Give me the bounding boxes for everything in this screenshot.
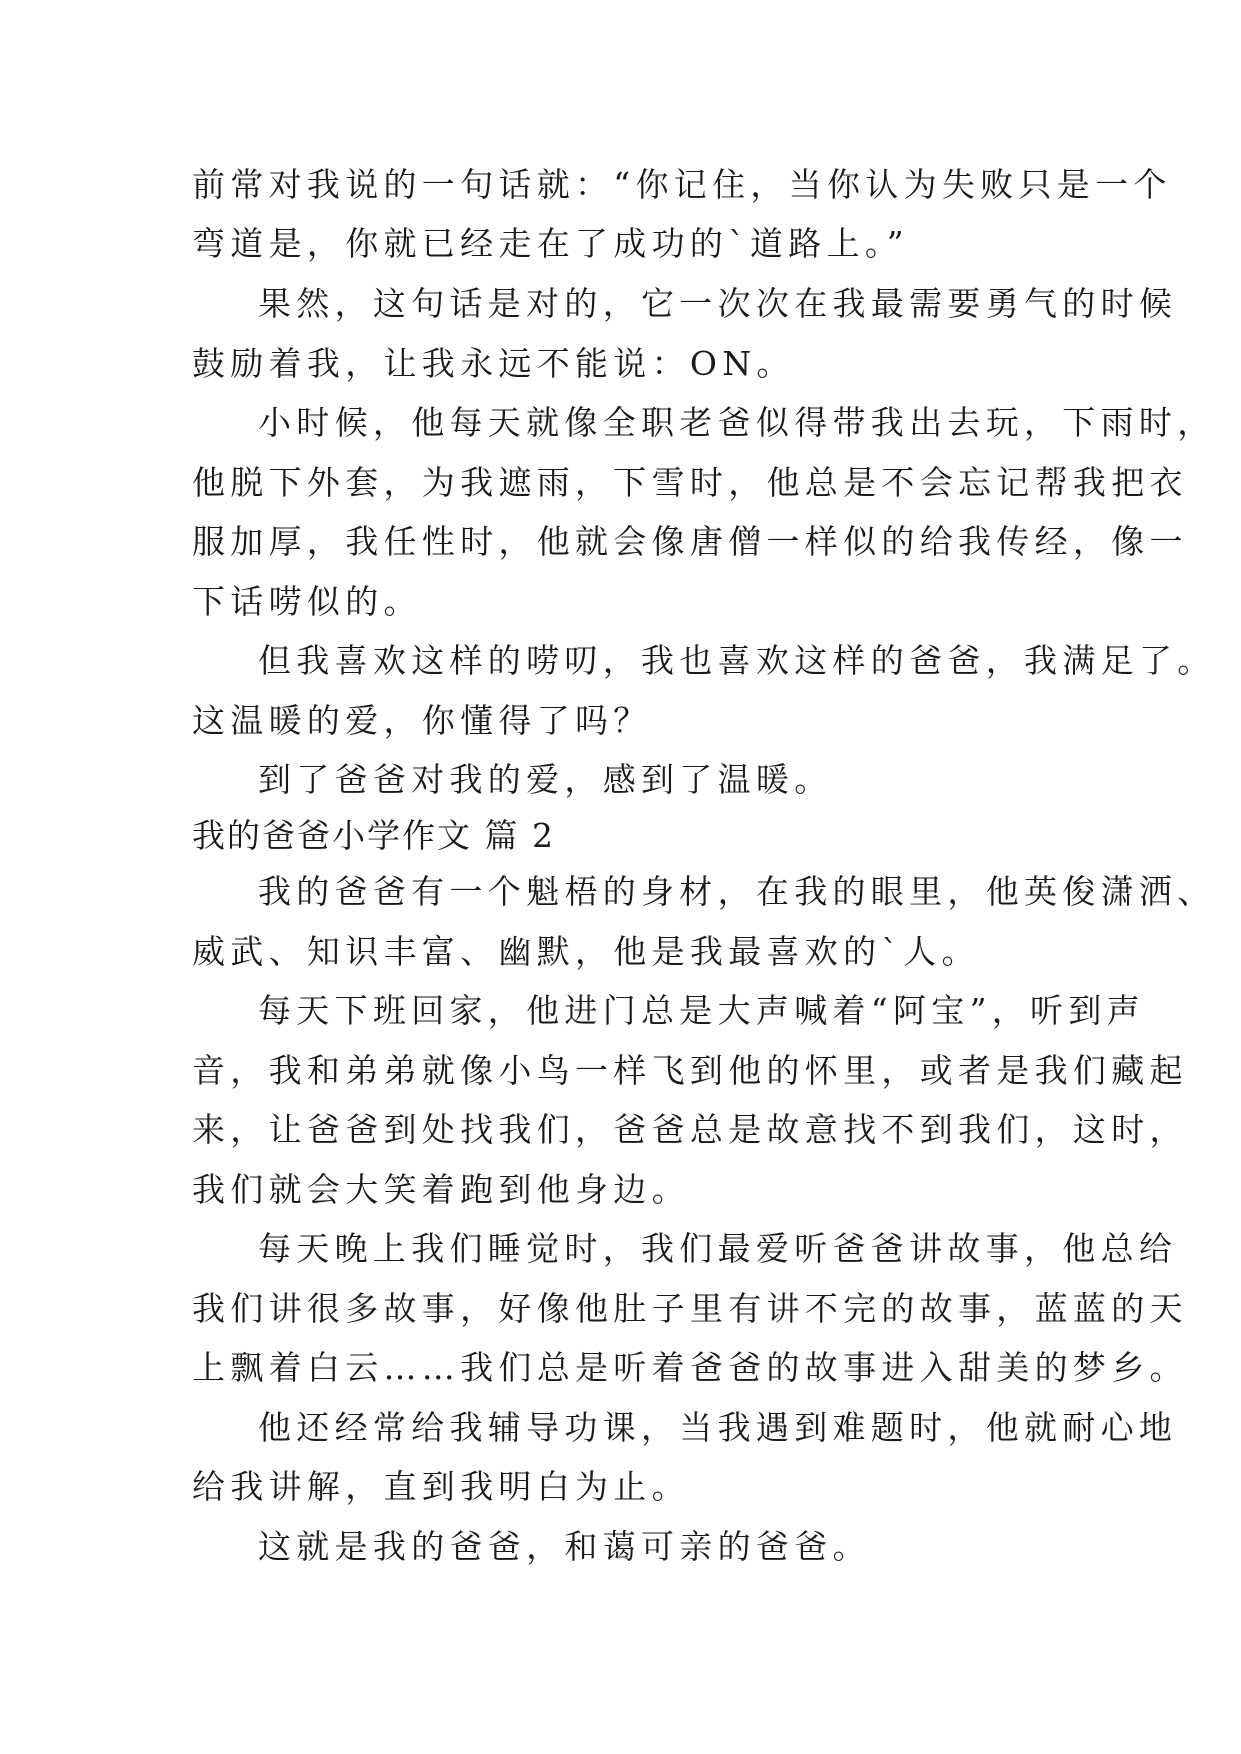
text-line: 威武、知识丰富、幽默，他是我最喜欢的`人。 — [192, 932, 980, 971]
text-line: 他脱下外套，为我遮雨，下雪时，他总是不会忘记帮我把衣 — [192, 463, 1188, 502]
text-line: 前常对我说的一句话就：“你记住，当你认为失败只是一个 — [192, 165, 1172, 204]
text-line: 我的爸爸有一个魁梧的身材，在我的眼里，他英俊潇洒、 — [258, 872, 1216, 911]
text-line: 弯道是，你就已经走在了成功的`道路上。” — [192, 224, 909, 263]
text-line: 他还经常给我辅导功课，当我遇到难题时，他就耐心地 — [258, 1408, 1178, 1447]
text-line: 我们就会大笑着跑到他身边。 — [192, 1170, 690, 1209]
text-line: 我们讲很多故事，好像他肚子里有讲不完的故事，蓝蓝的天 — [192, 1289, 1188, 1328]
text-line: 下话唠似的。 — [192, 582, 422, 621]
text-line: 每天晚上我们睡觉时，我们最爱听爸爸讲故事，他总给 — [258, 1229, 1178, 1268]
text-line: 但我喜欢这样的唠叨，我也喜欢这样的爸爸，我满足了。 — [258, 641, 1216, 680]
text-line: 小时候，他每天就像全职老爸似得带我出去玩，下雨时， — [258, 403, 1216, 442]
text-line: 到了爸爸对我的爱，感到了温暖。 — [258, 760, 833, 799]
text-line: 音，我和弟弟就像小鸟一样飞到他的怀里，或者是我们藏起 — [192, 1051, 1188, 1090]
text-line: 服加厚，我任性时，他就会像唐僧一样似的给我传经，像一 — [192, 522, 1188, 561]
section-heading: 我的爸爸小学作文 篇 2 — [192, 816, 555, 855]
text-line: 给我讲解，直到我明白为止。 — [192, 1467, 690, 1506]
text-line: 果然，这句话是对的，它一次次在我最需要勇气的时候 — [258, 284, 1178, 323]
text-line: 鼓励着我，让我永远不能说：ON。 — [192, 344, 795, 383]
text-line: 上飘着白云……我们总是听着爸爸的故事进入甜美的梦乡。 — [192, 1348, 1188, 1387]
text-line: 每天下班回家，他进门总是大声喊着“阿宝”，听到声 — [258, 991, 1145, 1030]
text-line: 这就是我的爸爸，和蔼可亲的爸爸。 — [258, 1527, 871, 1566]
text-line: 来，让爸爸到处找我们，爸爸总是故意找不到我们，这时， — [192, 1110, 1188, 1149]
text-line: 这温暖的爱，你懂得了吗？ — [192, 701, 652, 740]
